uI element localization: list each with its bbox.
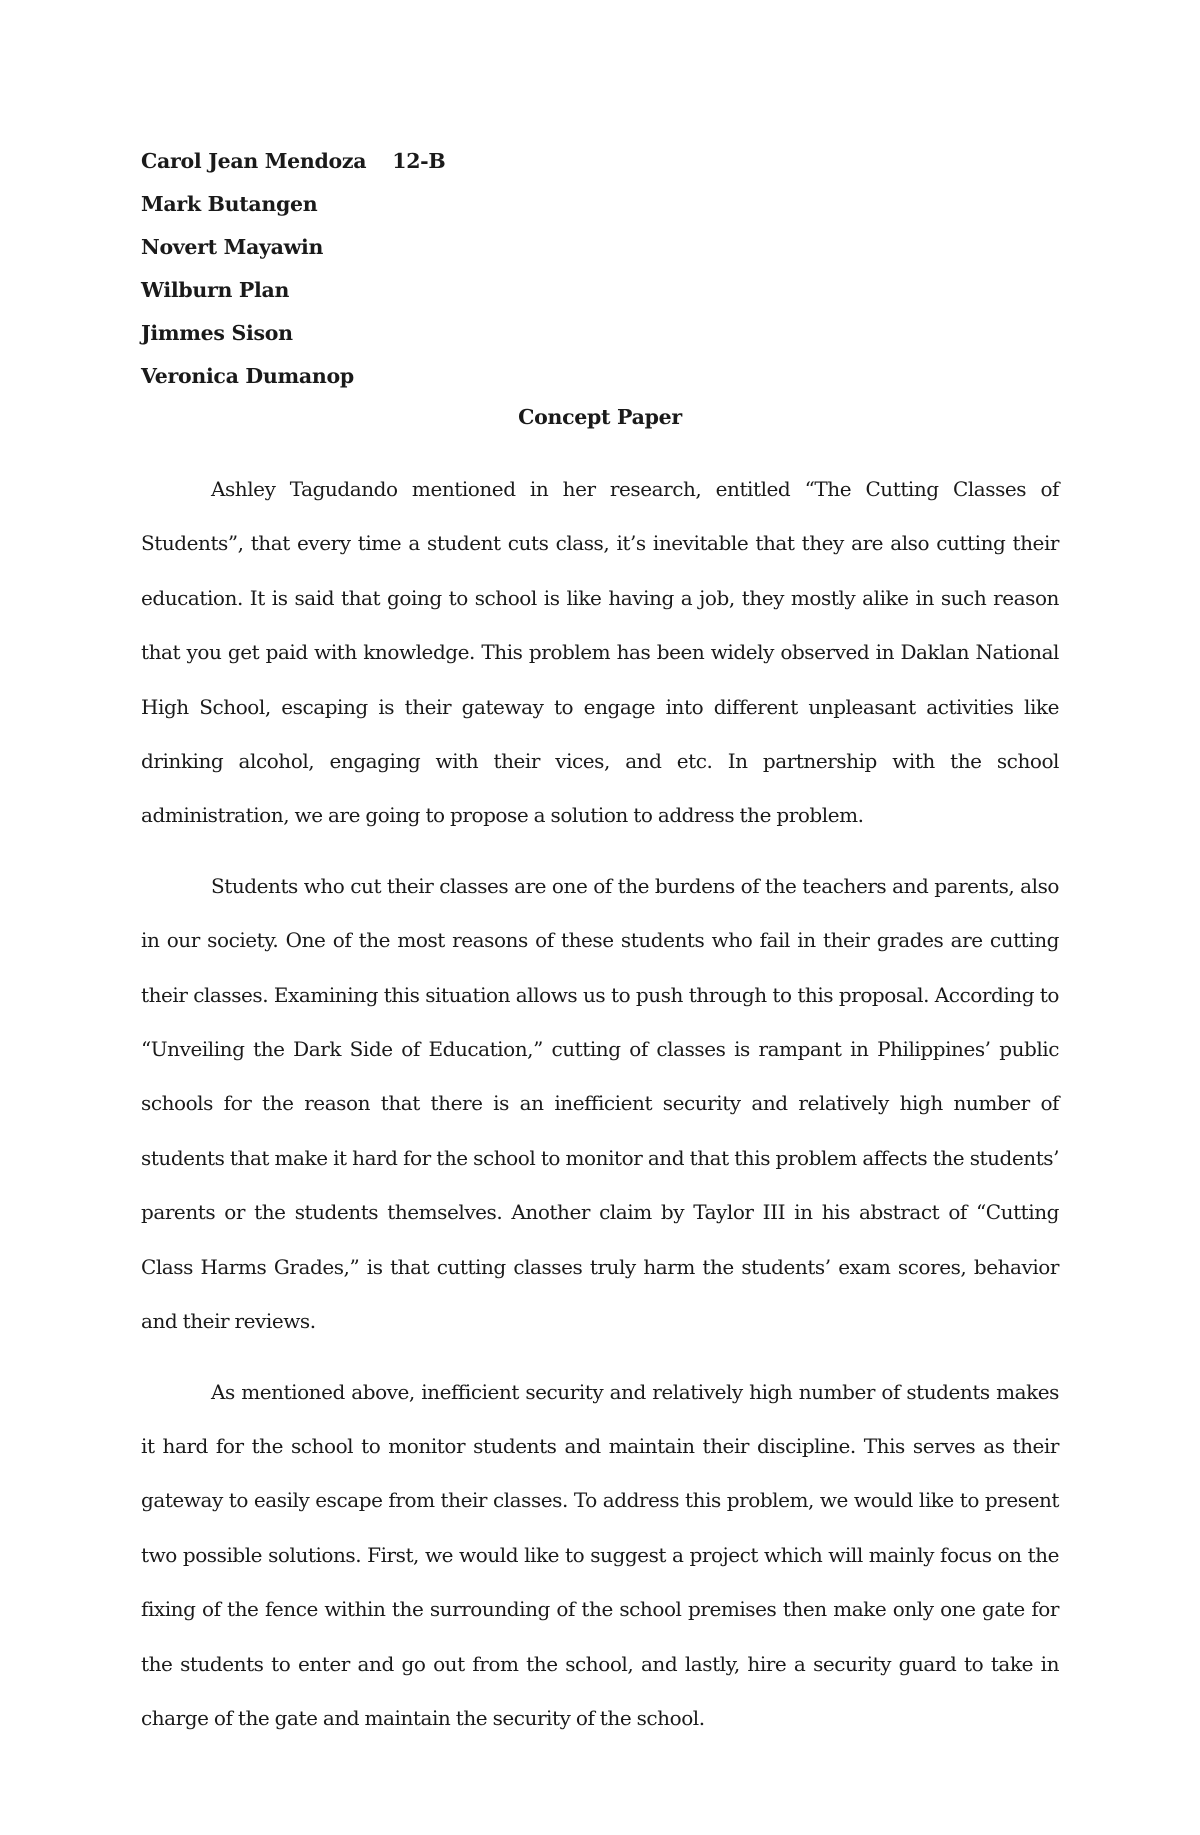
paragraph: Students who cut their classes are one of the burdens of the teachers and parents, also in our society. One of the most reasons of these students who fail in their grades are cutting their classes. Examining this situation allows us to push through to this proposal. According to “Unveiling the Dark Side of Education,” cutting of classes is rampant in Philippines’ public schools for the reason that there is an inefficient security and relatively high number of students that make it hard for the school to monitor and that this problem affects the students’ parents or the students themselves. Another claim by Taylor III in his abstract of “Cutting Class Harms Grades,” is that cutting classes truly harm the students’ exam scores, behavior and their reviews.: [141, 873, 1059, 1334]
author-line: [141, 226, 641, 269]
author-line: [141, 312, 641, 355]
author-section: 12-B: [392, 149, 446, 173]
author-line: [141, 140, 641, 183]
document-body: [141, 462, 1059, 1761]
document-title: Concept Paper: [518, 405, 682, 429]
paragraph: Ashley Tagudando mentioned in her research, entitled “The Cutting Classes of Students”, that every time a student cuts class, it’s inevitable that they are also cutting their education. It is said that going to school is like having a job, they mostly alike in such reason that you get paid with knowledge. This problem has been widely observed in Daklan National High School, escaping is their gateway to engage into different unpleasant activities like drinking alcohol, engaging with their vices, and etc. In partnership with the school administration, we are going to propose a solution to address the problem.: [141, 477, 1059, 828]
author-line: [141, 183, 641, 226]
author-line: [141, 269, 641, 312]
author-name: Mark Butangen: [141, 192, 318, 216]
author-name: Veronica Dumanop: [141, 364, 354, 388]
author-list: [141, 140, 641, 398]
author-name: Wilburn Plan: [141, 278, 290, 302]
author-name: Jimmes Sison: [141, 321, 293, 345]
author-name: Novert Mayawin: [141, 235, 324, 259]
paragraph: As mentioned above, inefficient security and relatively high number of students makes it hard for the school to monitor students and maintain their discipline. This serves as their gateway to easily escape from their classes. To address this problem, we would like to present two possible solutions. First, we would like to suggest a project which will mainly focus on the fixing of the fence within the surrounding of the school premises then make only one gate for the students to enter and go out from the school, and lastly, hire a security guard to take in charge of the gate and maintain the security of the school.: [141, 1379, 1059, 1730]
author-line: [141, 355, 641, 398]
author-name: Carol Jean Mendoza: [141, 149, 367, 173]
